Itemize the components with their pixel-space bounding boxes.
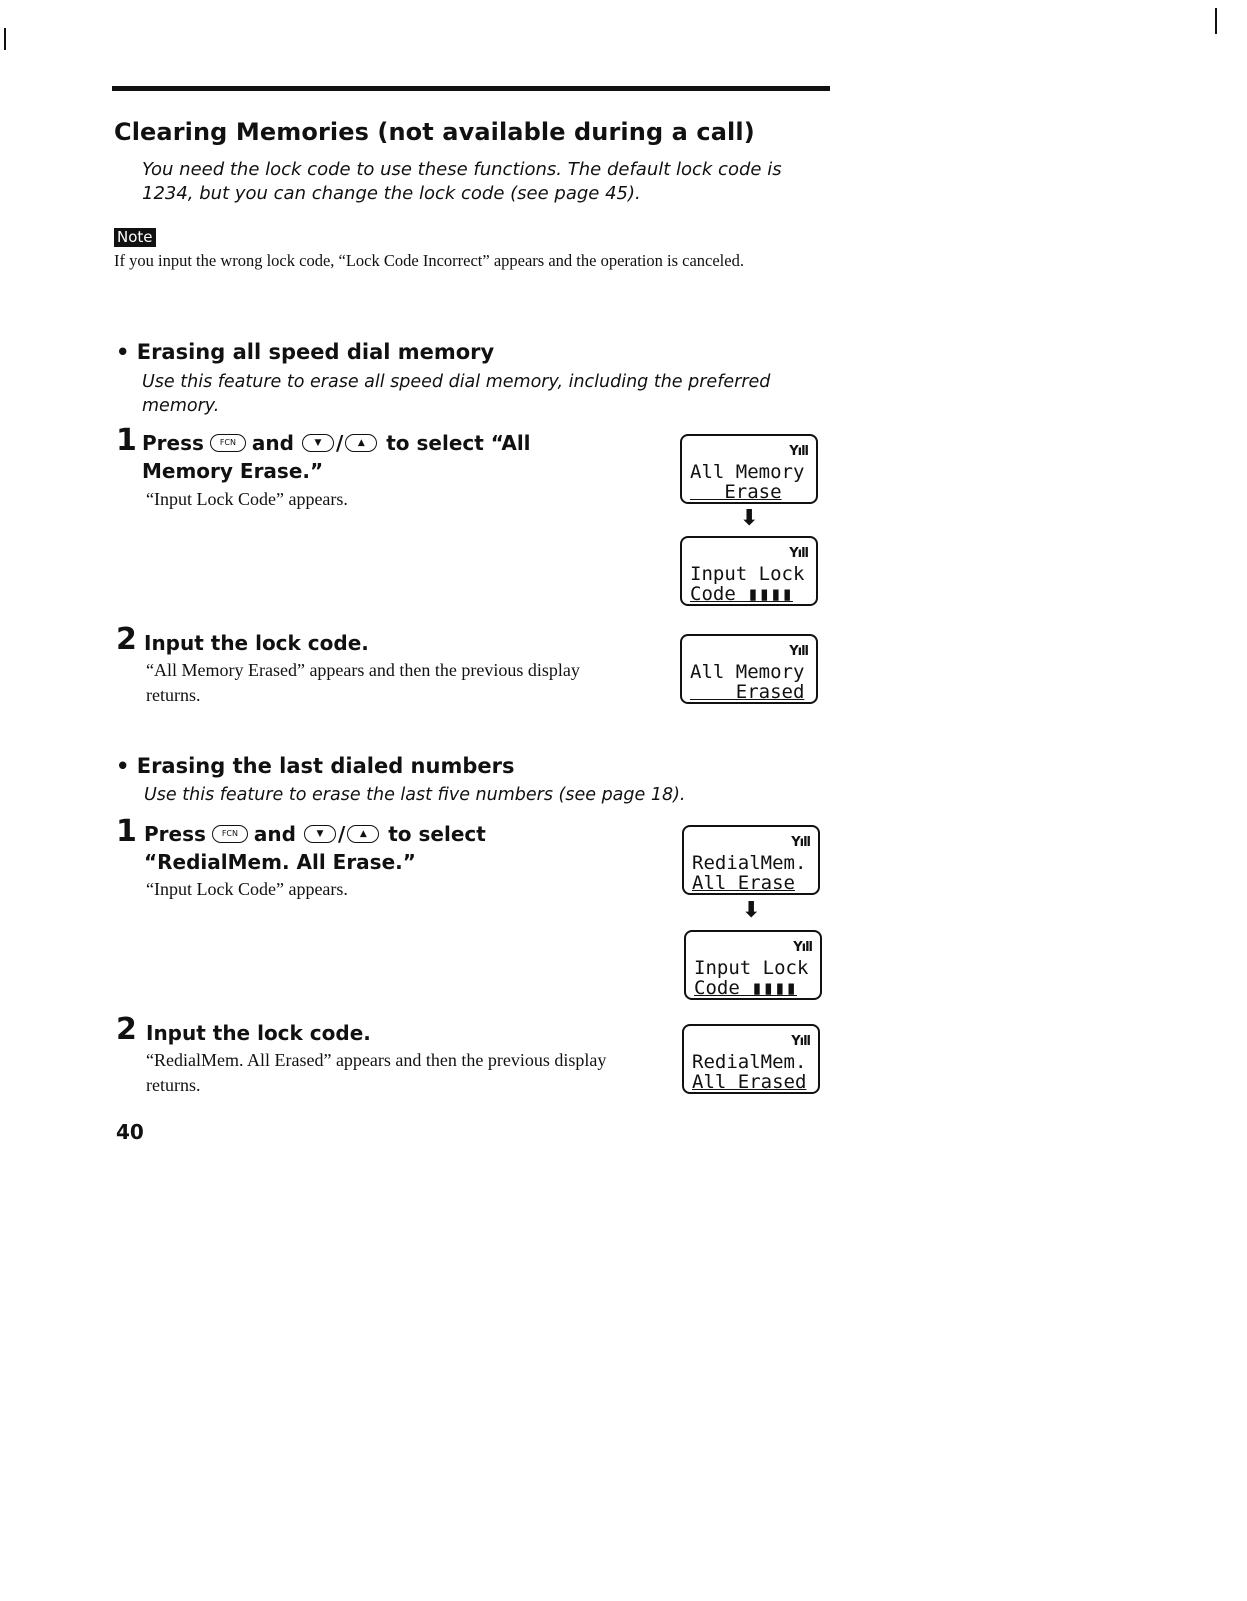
press-label: Press <box>144 822 206 846</box>
step-number: 2 <box>116 622 137 657</box>
step-instruction: Input the lock code. <box>146 1021 371 1045</box>
press-label: Press <box>142 431 204 455</box>
lcd-display <box>684 930 822 1000</box>
fcn-key-icon: FCN <box>210 434 246 452</box>
intro-text: You need the lock code to use these functions. The default lock code is 1234, but you can change the lock code (see page 45). <box>142 159 782 204</box>
lcd-line-2: Erase <box>690 481 782 503</box>
lcd-line-2: All Erase <box>692 872 795 894</box>
note-badge: Note <box>114 228 156 247</box>
signal-strength-icon: Yıll <box>791 835 810 850</box>
lcd-display <box>680 536 818 606</box>
scan-edge-mark-left <box>4 28 6 50</box>
fcn-key-icon: FCN <box>212 825 248 843</box>
note-text: If you input the wrong lock code, “Lock Code Incorrect” appears and the operation is canceled. <box>114 251 744 270</box>
step-result: “Input Lock Code” appears. <box>146 879 348 899</box>
down-arrow-icon: ⬇ <box>740 506 759 531</box>
step-result: “Input Lock Code” appears. <box>146 489 348 509</box>
slash-label: / <box>337 822 346 846</box>
signal-strength-icon: Yıll <box>793 940 812 955</box>
and-label: and <box>253 822 296 846</box>
step-instruction-rest: to select “RedialMem. All Erase.” <box>144 822 486 874</box>
up-key-icon: ▲ <box>347 825 379 843</box>
signal-strength-icon: Yıll <box>789 644 808 659</box>
down-key-icon: ▼ <box>302 434 334 452</box>
lcd-line-1: RedialMem. <box>692 852 807 874</box>
step-instruction <box>142 429 612 485</box>
and-label: and <box>251 431 294 455</box>
page-number: 40 <box>116 1120 144 1144</box>
down-arrow-icon: ⬇ <box>742 898 761 923</box>
step-number: 1 <box>116 814 137 849</box>
lcd-display <box>680 434 818 504</box>
lcd-line-2: Code ▮▮▮▮ <box>694 977 797 999</box>
step-number: 1 <box>116 423 137 458</box>
lcd-line-1: RedialMem. <box>692 1051 807 1073</box>
down-key-icon: ▼ <box>304 825 336 843</box>
top-rule <box>112 86 830 91</box>
page-title: Clearing Memories (not available during a call) <box>114 118 755 146</box>
scan-edge-mark-right <box>1215 8 1217 34</box>
step-result: “RedialMem. All Erased” appears and then the previous display returns. <box>146 1050 607 1095</box>
up-key-icon: ▲ <box>345 434 377 452</box>
section-heading-last-dialed: • Erasing the last dialed numbers <box>116 754 515 778</box>
signal-strength-icon: Yıll <box>789 444 808 459</box>
step-instruction: Input the lock code. <box>144 631 369 655</box>
section-desc-speed-dial: Use this feature to erase all speed dial memory, including the preferred memory. <box>142 372 771 416</box>
section-heading-speed-dial: • Erasing all speed dial memory <box>116 340 495 364</box>
lcd-display <box>680 634 818 704</box>
section-desc-last-dialed: Use this feature to erase the last five numbers (see page 18). <box>144 785 686 805</box>
lcd-display <box>682 1024 820 1094</box>
lcd-line-2: Code ▮▮▮▮ <box>690 583 793 605</box>
signal-strength-icon: Yıll <box>791 1034 810 1049</box>
lcd-line-1: Input Lock <box>694 957 809 979</box>
lcd-line-2: Erased <box>690 681 805 703</box>
signal-strength-icon: Yıll <box>789 546 808 561</box>
step-instruction <box>144 820 614 876</box>
lcd-display <box>682 825 820 895</box>
lcd-line-1: All Memory <box>690 661 805 683</box>
lcd-line-1: All Memory <box>690 461 805 483</box>
step-result: “All Memory Erased” appears and then the previous display returns. <box>146 660 580 705</box>
slash-label: / <box>335 431 344 455</box>
lcd-line-2: All Erased <box>692 1071 807 1093</box>
step-number: 2 <box>116 1012 137 1047</box>
lcd-line-1: Input Lock <box>690 563 805 585</box>
step-instruction-rest: to select “All Memory Erase.” <box>142 431 531 483</box>
